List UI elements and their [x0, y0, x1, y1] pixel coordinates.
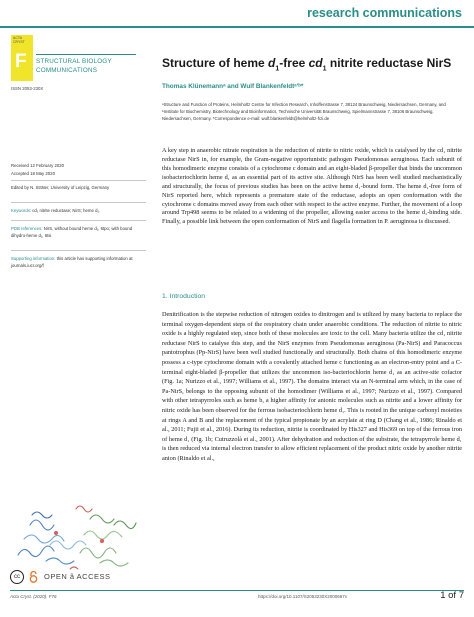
supp-text: this article has supporting information at journals.iucr.org/f: [11, 256, 133, 268]
protein-structure-figure: [10, 495, 148, 577]
abstract: A key step in anaerobic nitrate respiration is the reduction of nitrite to nitric oxide, which is catalysed by the cd₁ nitrite reductase NirS in, for example, the Gram-negative opportunistic pathogen Pseudomonas aeruginosa. Each subunit of this homodimeric enzyme consists of a cytochrome c domain and an eight-bladed β-propeller that binds the uncommon isobacteriochlorin heme d₁ as an essential part of its active site. Although NirS has been well studied mechanistically and structurally, the focus of previous studies has been on the active heme d₁-bound form. The heme d₁-free form of NirS reported here, which represents a premature state of the reductase, adopts an open conformation with the cytochrome c domains moved away from each other with respect to the active enzyme. Further, the movement of a loop around Trp498 seems to be related to a widening of the propeller, allowing easier access to the heme d₁-binding side. Finally, a possible link between the open conformation of NirS and flagella formation in P. aeruginosa is discussed.: [162, 147, 462, 226]
section-category: research communications: [307, 6, 462, 20]
journal-logo: [11, 35, 33, 81]
editor-note: Edited by N. Sträter, University of Leipzig, Germany: [11, 185, 110, 190]
cc-license-icon: cc: [10, 570, 24, 584]
sidebar-divider: [11, 220, 146, 221]
author-list: Thomas Klünemannᵃ and Wulf Blankenfeldtᵃʼᵇ*: [162, 83, 304, 90]
keywords-label: Keywords:: [11, 208, 32, 213]
title-part: -free: [279, 56, 309, 70]
supp-label: Supporting information:: [11, 256, 56, 261]
affiliations: ᵃStructure and Function of Proteins, Helmholtz Centre for Infection Research, Inhoffenstrasse 7, 38124 Braunschweig, Niedersachsen, Germany, and ᵇInstitute for Biochemistry, Biotechnology and Bioinformatics, Technische Universität Braunschweig, Spielmannstrasse 7, 38106 Braunschweig, Niedersachsen, Germany. *Correspondence e-mail: wulf.blankenfeldt@helmholtz-hzi.de: [162, 102, 446, 121]
page-number: 1 of 7: [440, 590, 464, 601]
logo-letter: F: [15, 51, 27, 72]
open-lock-icon: [28, 571, 39, 583]
citation: Acta Cryst. (2020). F76: [10, 594, 57, 599]
doi-link[interactable]: https://doi.org/10.1107/S2053230X2000667x: [258, 594, 347, 599]
supporting-information: [11, 255, 146, 269]
received-date: Received 12 February 2020: [11, 163, 65, 168]
journal-rule: [36, 54, 136, 55]
accepted-date: Accepted 18 May 2020: [11, 171, 55, 176]
title-part: Structure of heme: [162, 56, 269, 70]
introduction-text: Denitrification is the stepwise reduction of nitrogen oxides to dinitrogen and is utilized by many bacteria to replace the terminal oxygen-dependent steps of the respiratory chain under anaerobic conditions. The reduction of nitrite to nitric oxide is a highly regulated step, since both of these molecules are toxic to the cell. Many bacteria utilize the cd₁ nitrite reductase NirS to catalyse this step, and the NirS enzymes from Pseudomonas aeruginosa (Pa-NirS) and Paracoccus pantotrophus (Pp-NirS) have been well studied functionally and structurally. Both chains of this homodimeric enzyme possess a c-type cytochrome domain with a covalently attached heme c functioning as an electron-entry point and a C-terminal eight-bladed β-propeller that utilizes the uncommon iso-bacteriochlorin heme d₁ as an active-site cofactor (Fig. 1a; Nurizzo et al., 1997; Williams et al., 1997). The domains interact via an N-terminal arm which, in the case of Pa-NirS, belongs to the opposing subunit of the homodimer (Williams et al., 1997; Nurizzo et al., 1997). Compared with other tetrapyrroles such as heme b, a higher affinity for anionic molecules such as nitrite and a lower affinity for nitric oxide has been observed for the ferrous isobacteriochlorin heme d₁. This is rooted in the unique carbonyl moieties at rings A and B and the replacement of the typical propionate by an acrylate at ring D (Chang et al., 1986; Rinaldo et al., 2011; Fujii et al., 2016). During its reduction, nitrite is coordinated by His327 and His369 on top of the ferrous iron of heme d₁ (Fig. 1b; Cutruzzolà et al., 2001). After dehydration and reduction of the substrate, the tetrapyrrole heme d₁ is then reduced via internal electron transfer to allow efficient replacement of the product nitric oxide by another nitrite anion (Rinaldo et al.,: [162, 311, 462, 462]
open-access-text: OPEN â ACCESS: [44, 572, 111, 581]
title-part: d: [268, 56, 276, 70]
sidebar-divider: [11, 202, 146, 203]
section-heading: 1. Introduction: [162, 293, 206, 300]
header-rule: [0, 26, 474, 28]
sidebar-divider: [11, 250, 146, 251]
title-part: cd: [308, 56, 323, 70]
sidebar-divider: [11, 180, 146, 181]
journal-name-line-1: STRUCTURAL BIOLOGY: [36, 58, 112, 65]
title-part: 1: [275, 65, 280, 73]
pdb-references: [11, 225, 146, 239]
pdb-label: PDB references:: [11, 226, 43, 231]
logo-small-text: ACTA CRYST: [13, 36, 25, 44]
journal-name: [36, 57, 112, 75]
keywords-text: cd₁ nitrite reductase; NirS; heme d₁.: [31, 208, 101, 213]
keywords: [11, 207, 146, 214]
issn: ISSN 2053-230X: [11, 86, 44, 91]
footer-rule: [10, 590, 464, 591]
title-part: 1: [322, 65, 327, 73]
pdb-text: NirS, without bound heme d₁, 6tpo; with bound dihydro-heme d₁, 6tsi: [11, 226, 133, 238]
journal-name-line-2: COMMUNICATIONS: [36, 67, 98, 74]
article-title: [162, 56, 451, 72]
title-part: nitrite reductase NirS: [326, 56, 452, 70]
